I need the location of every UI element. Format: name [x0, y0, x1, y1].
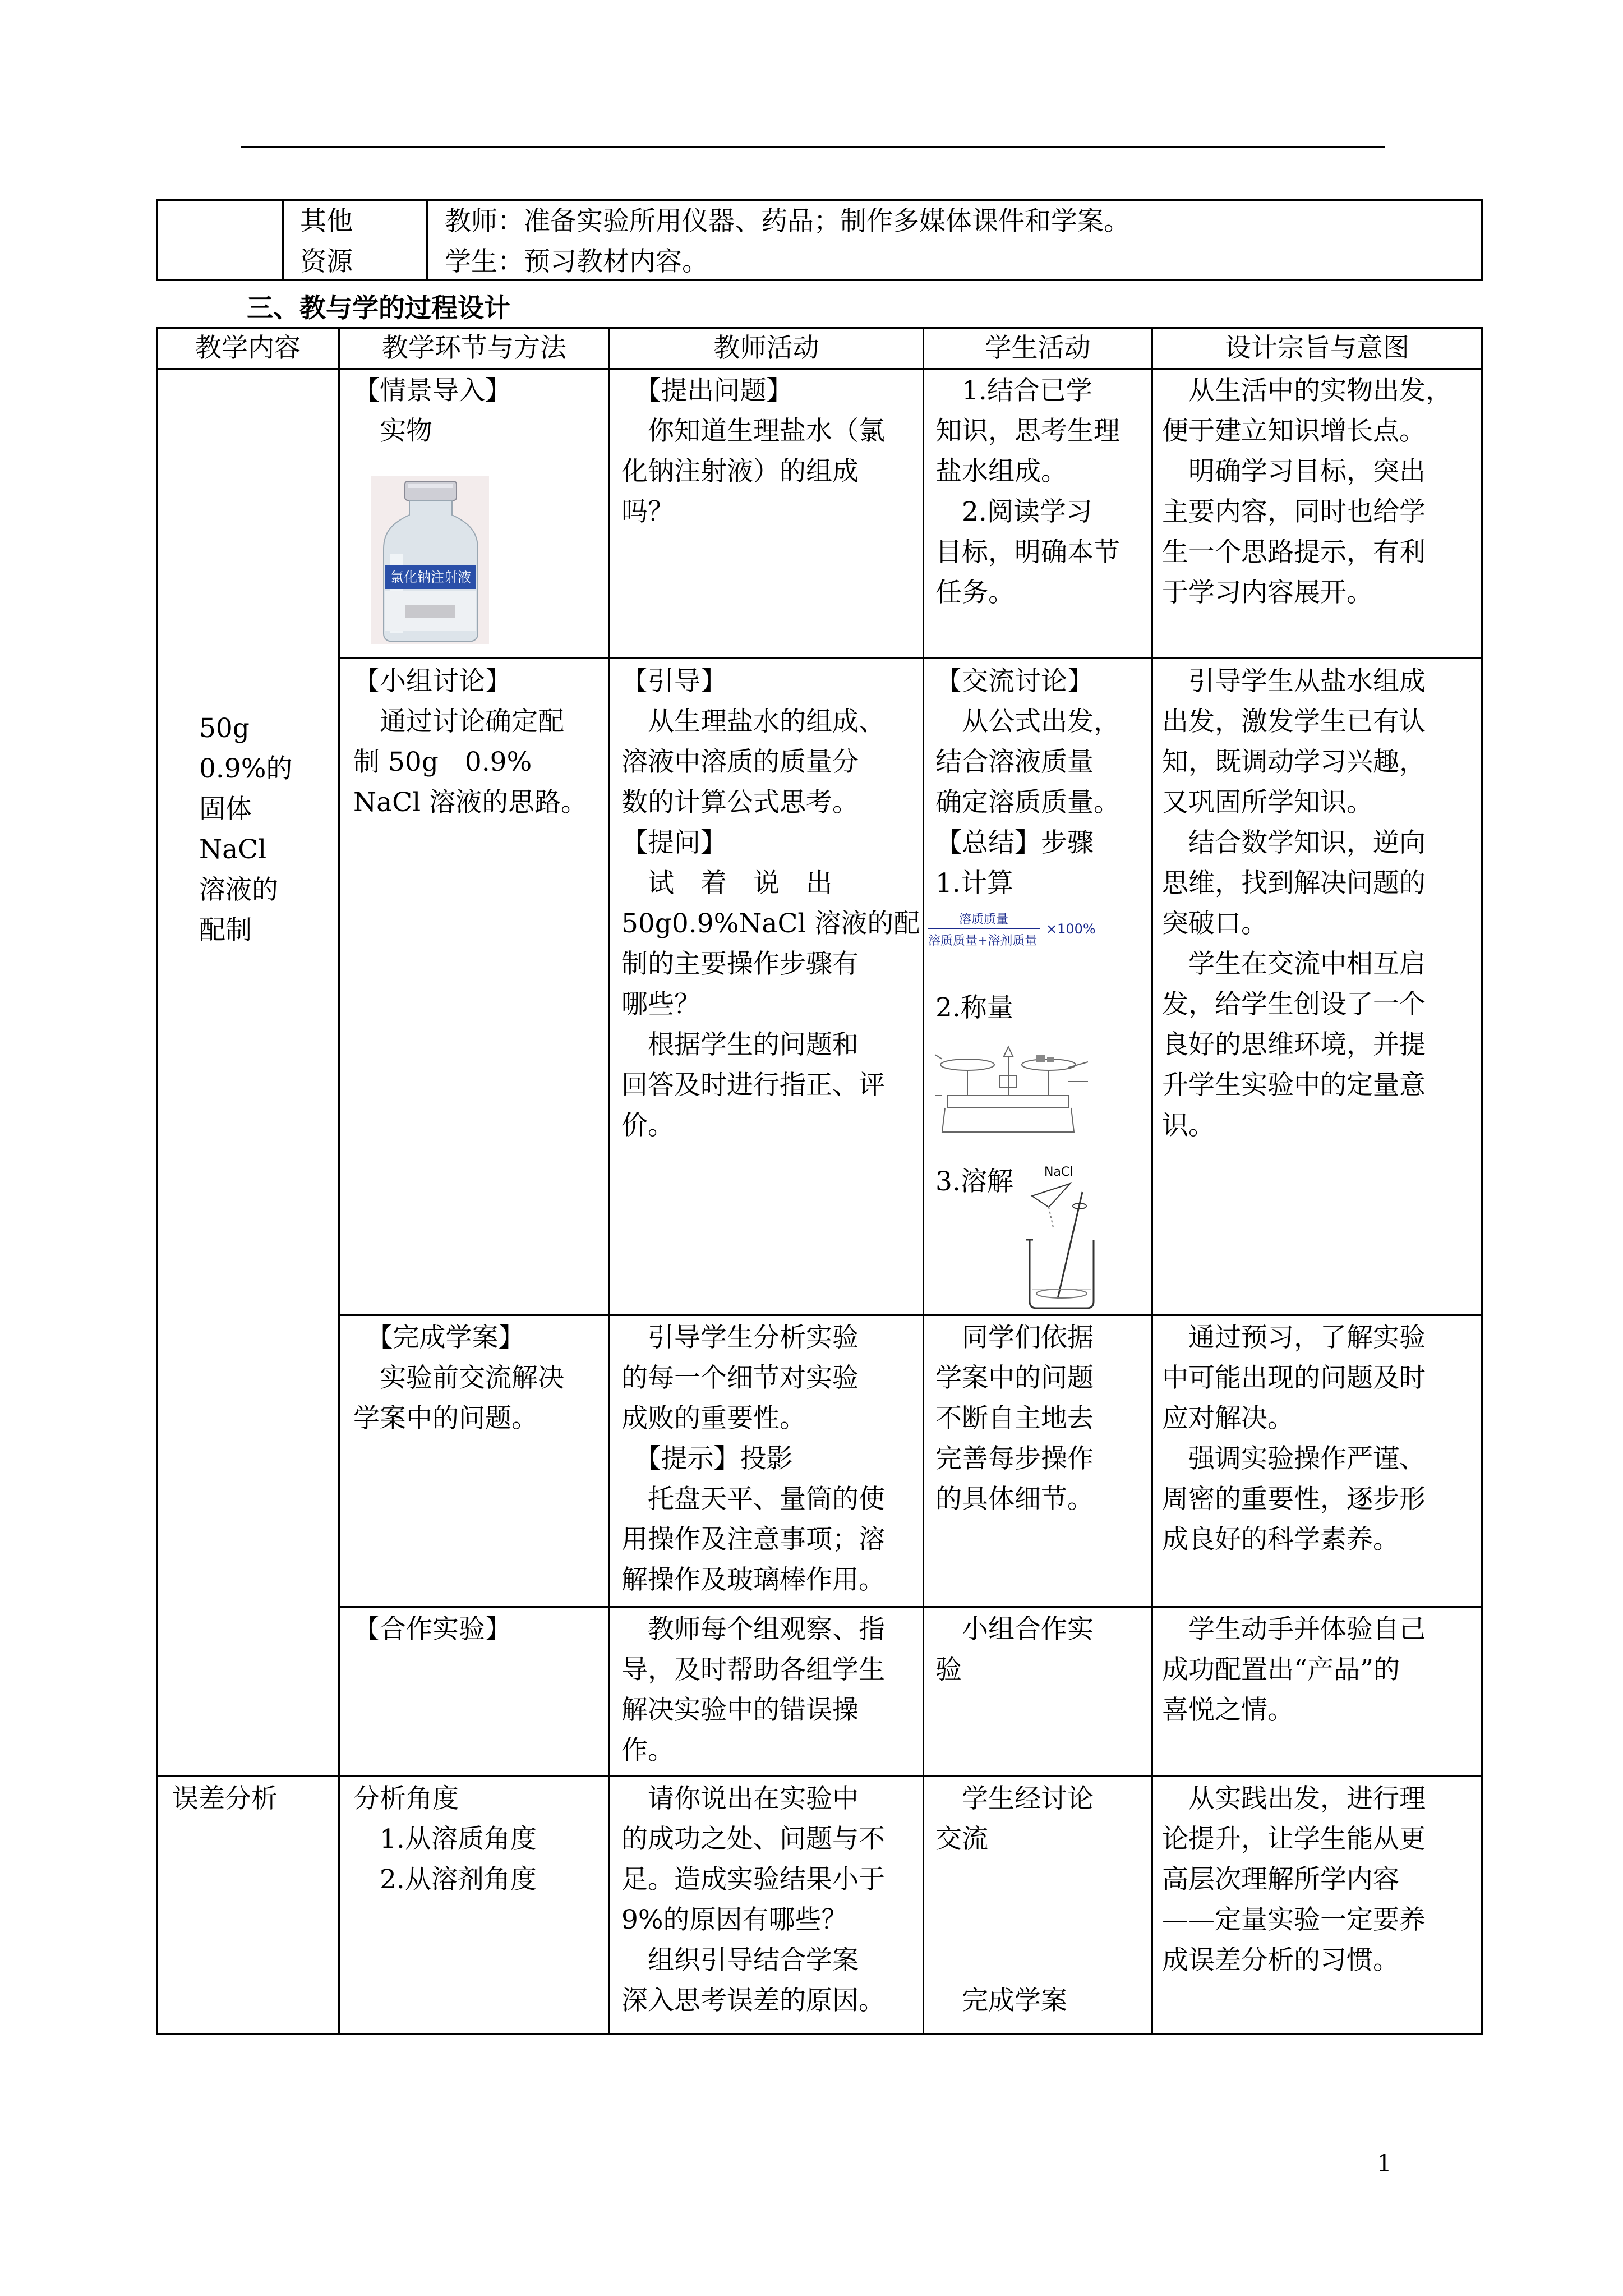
- row5-method: 2.从溶剂角度: [353, 1864, 537, 1895]
- row2-purpose: 思维，找到解决问题的: [1162, 868, 1426, 899]
- content-main-line: NaCl: [199, 834, 267, 865]
- row3-purpose: 周密的重要性，逐步形: [1162, 1484, 1426, 1515]
- row4-purpose: 喜悦之情。: [1162, 1695, 1294, 1726]
- row1-student: 1.结合已学: [935, 375, 1092, 406]
- row5-teacher: 深入思考误差的原因。: [621, 1985, 885, 2016]
- row1-teacher: 你知道生理盐水（氯: [621, 416, 885, 447]
- row4-teacher: 解决实验中的错误操: [621, 1695, 859, 1726]
- row5-teacher: 足。造成实验结果小于: [621, 1864, 885, 1895]
- row2-purpose: 又巩固所学知识。: [1162, 787, 1373, 818]
- row2-teacher: 溶液中溶质的质量分: [621, 747, 859, 777]
- resources-divider-1: [282, 199, 284, 281]
- content-error-analysis: 误差分析: [172, 1783, 278, 1814]
- row2-teacher: 制的主要操作步骤有: [621, 949, 859, 979]
- column-header-teacher: 教师活动: [713, 333, 819, 364]
- row3-purpose: 应对解决。: [1162, 1403, 1294, 1434]
- row3-teacher: 的每一个细节对实验: [621, 1363, 859, 1393]
- row1-purpose: 于学习内容展开。: [1162, 577, 1373, 608]
- row2-teacher: 【提问】: [621, 827, 727, 858]
- step-dissolve-label: 3.溶解: [935, 1166, 1013, 1197]
- row3-method: 学案中的问题。: [353, 1403, 538, 1434]
- row1-student: 任务。: [935, 577, 1015, 608]
- row3-student: 不断自主地去: [935, 1403, 1094, 1434]
- resources-divider-2: [426, 199, 428, 281]
- row3-teacher: 成败的重要性。: [621, 1403, 806, 1434]
- row1-purpose: 明确学习目标，突出: [1162, 456, 1426, 487]
- row2-teacher: 价。: [621, 1110, 674, 1141]
- row2-student: 从公式出发，: [935, 706, 1120, 737]
- row1-method: 【情景导入】: [353, 375, 511, 406]
- resources-right-border: [1481, 199, 1483, 281]
- row5-student: 学生经讨论: [935, 1783, 1094, 1814]
- balance-figure: [934, 1042, 1108, 1143]
- row5-student: 交流: [935, 1824, 988, 1855]
- row1-bottom-border: [338, 657, 1483, 659]
- col-border-2: [608, 327, 610, 2035]
- row5-purpose: 论提升，让学生能从更: [1162, 1824, 1426, 1855]
- row2-purpose: 良好的思维环境，并提: [1162, 1029, 1426, 1060]
- row2-purpose: 引导学生从盐水组成: [1162, 666, 1426, 697]
- row2-teacher: 哪些？: [621, 989, 700, 1020]
- row2-teacher: 试 着 说 出: [621, 868, 832, 899]
- row3-student: 同学们依据: [935, 1322, 1094, 1353]
- row1-purpose: 从生活中的实物出发，: [1162, 375, 1452, 406]
- row5-method: 1.从溶质角度: [353, 1824, 537, 1855]
- page-number: 1: [1377, 2150, 1392, 2177]
- row4-purpose: 成功配置出“产品”的: [1162, 1654, 1400, 1685]
- row3-student: 的具体细节。: [935, 1484, 1094, 1515]
- resources-student: 学生：预习教材内容。: [445, 246, 708, 277]
- row5-teacher: 9%的原因有哪些？: [621, 1904, 848, 1935]
- nacl-label: NaCl: [1044, 1165, 1073, 1179]
- resources-label-line1: 其他: [300, 206, 353, 237]
- row3-method: 实验前交流解决: [353, 1363, 564, 1393]
- row5-purpose: 高层次理解所学内容: [1162, 1864, 1399, 1895]
- bottle-label-text: 氯化钠注射液: [390, 569, 471, 585]
- row4-teacher: 教师每个组观察、指: [621, 1614, 885, 1645]
- row1-student: 盐水组成。: [935, 456, 1067, 487]
- row2-purpose: 学生在交流中相互启: [1162, 949, 1426, 979]
- row1-student: 目标，明确本节: [935, 537, 1120, 568]
- step-weigh-label: 2.称量: [935, 992, 1013, 1023]
- row2-purpose: 结合数学知识，逆向: [1162, 827, 1426, 858]
- row2-student: 【交流讨论】: [935, 666, 1094, 697]
- row2-teacher: 数的计算公式思考。: [621, 787, 859, 818]
- row3-student: 学案中的问题: [935, 1363, 1094, 1393]
- col-border-3: [923, 327, 924, 2035]
- row3-teacher: 【提示】投影: [621, 1443, 793, 1474]
- row3-teacher: 用操作及注意事项；溶: [621, 1524, 885, 1555]
- row2-method: 制 50g 0.9%: [353, 747, 532, 777]
- dissolving-figure: [1026, 1161, 1099, 1313]
- row3-purpose: 通过预习，了解实验: [1162, 1322, 1426, 1353]
- resources-teacher: 教师：准备实验所用仪器、药品；制作多媒体课件和学案。: [445, 206, 1130, 237]
- column-header-content: 教学内容: [195, 333, 301, 364]
- row2-teacher: 从生理盐水的组成、: [621, 706, 885, 737]
- row1-student: 2.阅读学习: [935, 496, 1092, 527]
- col-border-5: [1481, 327, 1483, 2035]
- resources-left-border: [156, 199, 158, 281]
- formula-bar: [928, 928, 1040, 929]
- row1-student: 知识，思考生理: [935, 416, 1120, 447]
- row5-teacher: 的成功之处、问题与不: [621, 1824, 885, 1855]
- formula-factor: ×100%: [1046, 921, 1096, 937]
- row2-teacher: 【引导】: [621, 666, 727, 697]
- row2-method: 【小组讨论】: [353, 666, 511, 697]
- content-main-line: 0.9%的: [199, 753, 293, 784]
- row5-method: 分析角度: [353, 1783, 459, 1814]
- col-border-4: [1151, 327, 1153, 2035]
- row3-teacher: 引导学生分析实验: [621, 1322, 859, 1353]
- col-border-0: [156, 327, 158, 2035]
- row1-teacher: 吗？: [621, 496, 674, 527]
- row3-bottom-border: [338, 1606, 1483, 1608]
- row4-method: 【合作实验】: [353, 1614, 511, 1645]
- header-rule: [241, 146, 1385, 148]
- column-header-student: 学生活动: [985, 333, 1091, 364]
- row2-student: 1.计算: [935, 868, 1013, 899]
- row4-student: 小组合作实: [935, 1614, 1094, 1645]
- col-border-1: [338, 327, 340, 2035]
- row2-teacher: 回答及时进行指正、评: [621, 1070, 885, 1101]
- row1-method: 实物: [353, 416, 432, 447]
- row5-teacher: 请你说出在实验中: [621, 1783, 859, 1814]
- row2-purpose: 知，既调动学习兴趣，: [1162, 747, 1426, 777]
- row2-teacher: 50g0.9%NaCl 溶液的配: [621, 908, 920, 939]
- row2-method: 通过讨论确定配: [353, 706, 564, 737]
- row5-student-extra: 完成学案: [935, 1985, 1067, 2016]
- mass-fraction-formula: [928, 909, 1108, 954]
- saline-bottle-image: [371, 476, 489, 644]
- row2-purpose: 出发，激发学生已有认: [1162, 706, 1426, 737]
- row5-teacher: 组织引导结合学案: [621, 1945, 859, 1976]
- row2-bottom-border: [338, 1314, 1483, 1316]
- row3-teacher: 解操作及玻璃棒作用。: [621, 1565, 885, 1595]
- row1-teacher: 【提出问题】: [621, 375, 793, 406]
- row1-teacher: 化钠注射液）的组成: [621, 456, 859, 487]
- row3-teacher: 托盘天平、量筒的使: [621, 1484, 885, 1515]
- row3-purpose: 强调实验操作严谨、: [1162, 1443, 1426, 1474]
- row4-teacher: 导，及时帮助各组学生: [621, 1654, 885, 1685]
- column-header-method: 教学环节与方法: [382, 333, 566, 364]
- row4-bottom-border: [156, 1775, 1483, 1777]
- row1-purpose: 便于建立知识增长点。: [1162, 416, 1426, 447]
- column-header-purpose: 设计宗旨与意图: [1225, 333, 1409, 364]
- row1-purpose: 生一个思路提示，有利: [1162, 537, 1426, 568]
- content-main-line: 固体: [199, 794, 252, 825]
- row1-purpose: 主要内容，同时也给学: [1162, 496, 1426, 527]
- row5-purpose: 成误差分析的习惯。: [1162, 1945, 1399, 1976]
- row3-student: 完善每步操作: [935, 1443, 1094, 1474]
- formula-numerator: 溶质质量: [959, 913, 1009, 927]
- row3-purpose: 中可能出现的问题及时: [1162, 1363, 1426, 1393]
- formula-denominator: 溶质质量+溶剂质量: [928, 934, 1038, 948]
- row2-purpose: 识。: [1162, 1110, 1215, 1141]
- row2-student: 确定溶质质量。: [935, 787, 1120, 818]
- row2-student: 结合溶液质量: [935, 747, 1094, 777]
- resources-bottom-border: [156, 279, 1483, 281]
- row4-purpose: 学生动手并体验自己: [1162, 1614, 1426, 1645]
- row2-teacher: 根据学生的问题和: [621, 1029, 859, 1060]
- row5-purpose: ——定量实验一定要养: [1162, 1904, 1426, 1935]
- table-bottom-border: [156, 2033, 1483, 2035]
- row2-purpose: 突破口。: [1162, 908, 1267, 939]
- content-main-line: 溶液的: [199, 875, 278, 905]
- content-main-line: 50g: [199, 713, 250, 744]
- row4-teacher: 作。: [621, 1735, 674, 1766]
- row2-purpose: 升学生实验中的定量意: [1162, 1070, 1426, 1101]
- content-main-line: 配制: [199, 915, 252, 946]
- section-title: 三、教与学的过程设计: [247, 293, 510, 324]
- row4-student: 验: [935, 1654, 962, 1685]
- row2-student: 【总结】步骤: [935, 827, 1094, 858]
- row2-purpose: 发，给学生创设了一个: [1162, 989, 1426, 1020]
- row2-method: NaCl 溶液的思路。: [353, 787, 588, 818]
- row3-method: 【完成学案】: [353, 1322, 525, 1353]
- row5-purpose: 从实践出发，进行理: [1162, 1783, 1426, 1814]
- resources-label-line2: 资源: [300, 246, 353, 277]
- row3-purpose: 成良好的科学素养。: [1162, 1524, 1399, 1555]
